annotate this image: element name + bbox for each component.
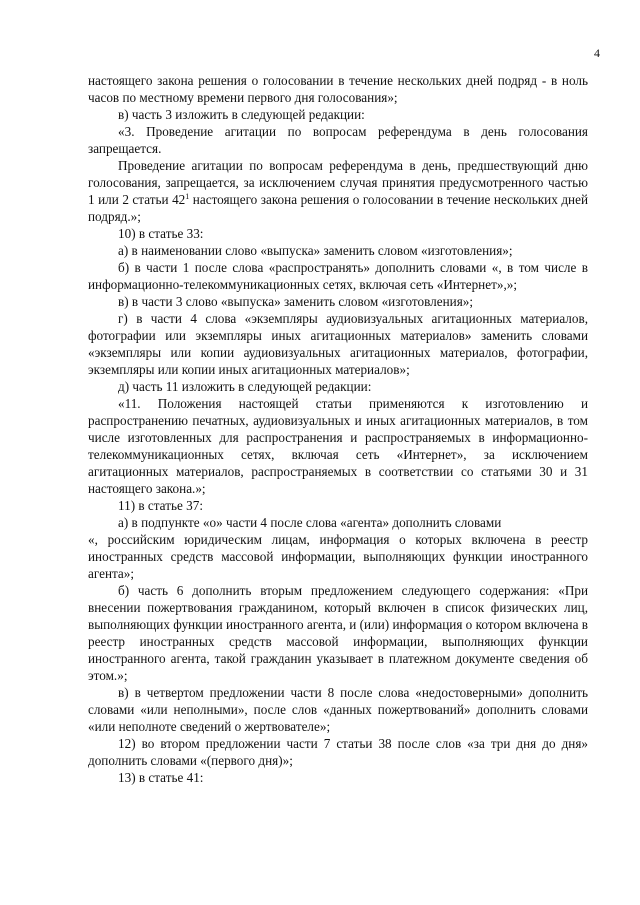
paragraph: а) в наименовании слово «выпуска» заменить словом «изготовления»; (118, 243, 513, 258)
paragraph: «11. Положения настоящей статьи применяются к изготовлению и распространению печатных, аудиовизуальных и иных агитационных материалов, в том числе изготовленных для распространения и распространяемых в информационно-телекоммуникационных сетях, включая сеть «Интернет», за исключением агитационных материалов, распространяемых в соответствии со статьями 30 и 31 настоящего закона.»; (88, 396, 588, 496)
paragraph: «, российским юридическим лицам, информация о которых включена в реестр иностранных средств массовой информации, выполняющих функции иностранного агента»; (88, 532, 588, 581)
paragraph: а) в подпункте «о» части 4 после слова «агента» дополнить словами (118, 515, 502, 530)
paragraph: в) в части 3 слово «выпуска» заменить словом «изготовления»; (118, 294, 474, 309)
paragraph (88, 157, 588, 225)
paragraph: 12) во втором предложении части 7 статьи 38 после слов «за три дня до дня» дополнить словами «(первого дня)»; (88, 736, 588, 768)
paragraph: 13) в статье 41: (118, 770, 204, 785)
paragraph: б) часть 6 дополнить вторым предложением следующего содержания: «При внесении пожертвования гражданином, который включен в список физических лиц, выполняющих функции иностранного агента, и (или) информация о котором включена в реестр иностранных средств массовой информации, выполняющих функции иностранного агента, такой гражданин указывает в платежном документе сведения об этом.»; (88, 583, 588, 683)
paragraph: в) в четвертом предложении части 8 после слова «недостоверными» дополнить словами «или неполными», после слов «данных пожертвований» дополнить словами «или неполноте сведений о жертвователе»; (88, 685, 588, 734)
page-number: 4 (594, 46, 600, 60)
document-body (88, 72, 588, 786)
paragraph: 11) в статье 37: (118, 498, 203, 513)
paragraph: г) в части 4 слова «экземпляры аудиовизуальных агитационных материалов, фотографии или экземпляры иных агитационных материалов» заменить словами «экземпляры или копии аудиовизуальных агитационных материалов, фотографии, экземпляры или копии иных агитационных материалов»; (88, 311, 588, 377)
paragraph: «3. Проведение агитации по вопросам референдума в день голосования запрещается. (88, 124, 588, 156)
superscript-index: 1 (185, 192, 190, 201)
paragraph: настоящего закона решения о голосовании в течение нескольких дней подряд - в ноль часов по местному времени первого дня голосования»; (88, 73, 588, 105)
paragraph-text-tail: настоящего закона решения о голосовании в течение нескольких дней подряд.»; (88, 192, 588, 224)
paragraph: в) часть 3 изложить в следующей редакции: (118, 107, 365, 122)
paragraph-text: Проведение агитации по вопросам референдума в день, предшествующий дню голосования, запрещается, за исключением случая принятия предусмотренного частью 1 или 2 статьи 42 (88, 158, 588, 207)
paragraph: д) часть 11 изложить в следующей редакции: (118, 379, 372, 394)
paragraph: 10) в статье 33: (118, 226, 204, 241)
paragraph: б) в части 1 после слова «распространять» дополнить словами «, в том числе в информационно-телекоммуникационных сетях, включая сеть «Интернет»,»; (88, 260, 588, 292)
